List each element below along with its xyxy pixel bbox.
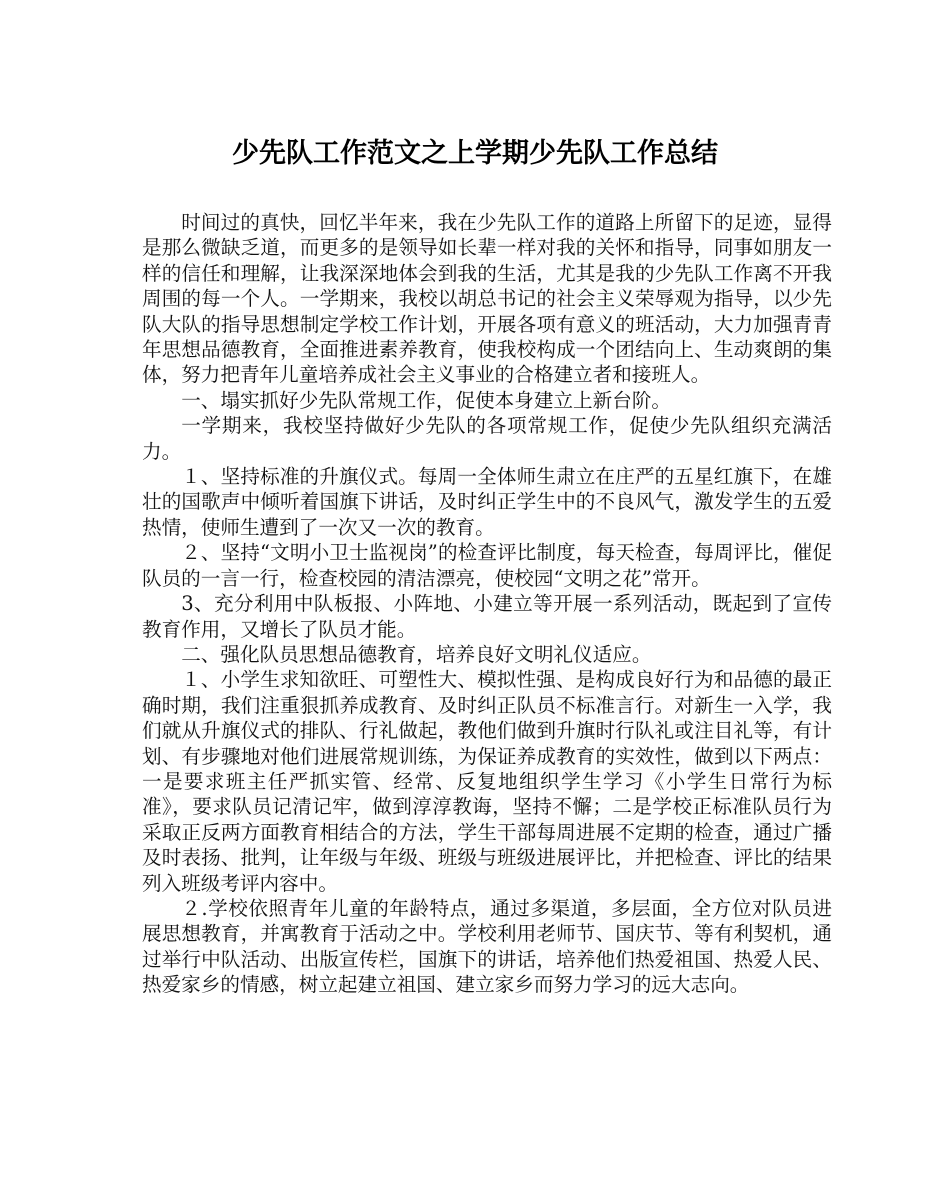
paragraph-item-1-1: １、坚持标准的升旗仪式。每周一全体师生肃立在庄严的五星红旗下，在雄壮的国歌声中倾听着国旗下讲话，及时纠正学生中的不良风气，激发学生的五爱热情，使师生遭到了一次又一次的教育。 bbox=[142, 465, 832, 539]
document-body bbox=[142, 210, 832, 998]
paragraph-item-1-3: 3、充分利用中队板报、小阵地、小建立等开展一系列活动，既起到了宣传教育作用，又增长了队员才能。 bbox=[142, 592, 832, 641]
paragraph-item-2-2: ２.学校依照青年儿童的年龄特点，通过多渠道，多层面，全方位对队员进展思想教育，并寓教育于活动之中。学校利用老师节、国庆节、等有利契机，通过举行中队活动、出版宣传栏，国旗下的讲话，培养他们热爱祖国、热爱人民、热爱家乡的情感，树立起建立祖国、建立家乡而努力学习的远大志向。 bbox=[142, 896, 832, 997]
paragraph-section-2-heading: 二、强化队员思想品德教育，培养良好文明礼仪适应。 bbox=[181, 642, 652, 666]
paragraph-item-2-1: １、小学生求知欲旺、可塑性大、模拟性强、是构成良好行为和品德的最正确时期，我们注重狠抓养成教育、及时纠正队员不标准言行。对新生一入学，我们就从升旗仪式的排队、行礼做起，教他们做到升旗时行队礼或注目礼等，有计划、有步骤地对他们进展常规训练，为保证养成教育的实效性，做到以下两点：一是要求班主任严抓实管、经常、反复地组织学生学习《小学生日常行为标准》，要求队员记清记牢，做到淳淳教诲，坚持不懈；二是学校正标准队员行为采取正反两方面教育相结合的方法，学生干部每周进展不定期的检查，通过广播及时表扬、批判，让年级与年级、班级与班级进展评比，并把检查、评比的结果列入班级考评内容中。 bbox=[142, 668, 832, 895]
paragraph-section-1-heading: 一、塌实抓好少先队常规工作，促使本身建立上新台阶。 bbox=[181, 388, 672, 412]
document-title: 少先队工作范文之上学期少先队工作总结 bbox=[232, 138, 718, 169]
paragraph-section-1-intro: 一学期来，我校坚持做好少先队的各项常规工作，促使少先队组织充满活力。 bbox=[142, 414, 832, 463]
paragraph-intro: 时间过的真快，回忆半年来，我在少先队工作的道路上所留下的足迹，显得是那么微缺乏道，而更多的是领导如长辈一样对我的关怀和指导，同事如朋友一样的信任和理解，让我深深地体会到我的生活，尤其是我的少先队工作离不开我周围的每一个人。一学期来，我校以胡总书记的社会主义荣辱观为指导，以少先队大队的指导思想制定学校工作计划，开展各项有意义的班活动，大力加强青青年思想品德教育，全面推进素养教育，使我校构成一个团结向上、生动爽朗的集体，努力把青年儿童培养成社会主义事业的合格建立者和接班人。 bbox=[142, 211, 832, 387]
paragraph-item-1-2: ２、坚持“文明小卫士监视岗”的检查评比制度，每天检查，每周评比，催促队员的一言一行，检查校园的清洁漂亮，使校园“文明之花”常开。 bbox=[142, 541, 832, 590]
